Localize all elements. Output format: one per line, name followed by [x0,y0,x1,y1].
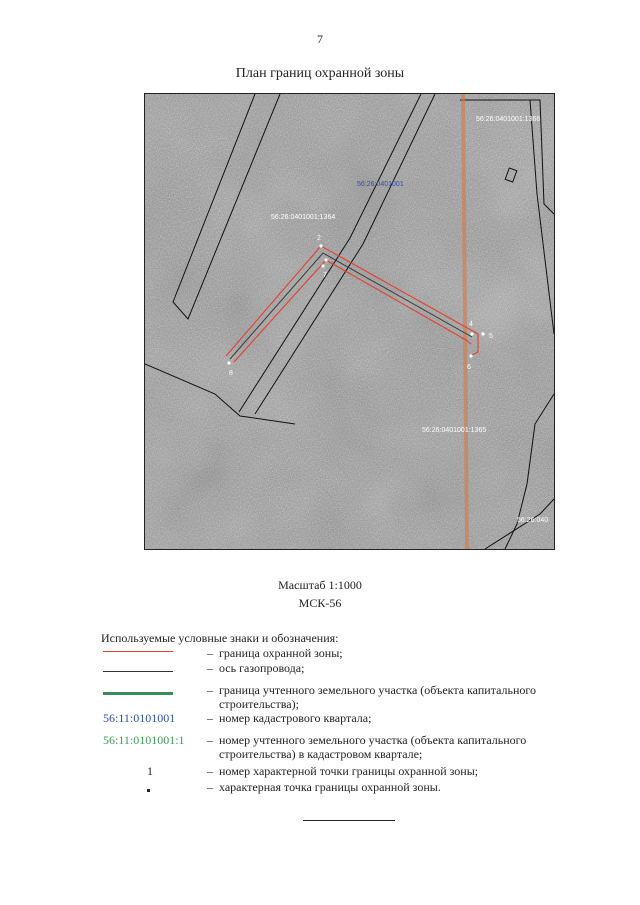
cadastral-map [144,93,555,550]
map-canvas [145,94,554,549]
bottom-divider [303,820,395,821]
aerial-tone [145,94,554,549]
pipeline-axis-line-icon [103,671,173,672]
point-8 [227,361,230,364]
point-6 [469,354,472,357]
legend-text: номер характерной точки границы охранной зоны; [219,764,479,778]
legend-item-quarter-number [101,711,581,725]
point-number-sample: 1 [147,764,153,778]
legend-dash: – [207,661,213,675]
parcel-number-1365: 56:26:0401001:1365 [422,427,487,434]
legend-text: граница учтенного земельного участка (объекта капитального строительства); [219,683,537,711]
legend-dash: – [207,646,213,660]
legend-text: граница охранной зоны; [219,646,343,660]
legend-heading: Используемые условные знаки и обозначения: [101,631,339,645]
point-4 [470,332,473,335]
point-3 [324,258,327,261]
legend-dash: – [207,764,213,778]
legend-text: ось газопровода; [219,661,305,675]
legend-dash: – [207,733,213,747]
parcel-number-1364: 56:26:0401001:1364 [271,214,336,221]
legend-text: характерная точка границы охранной зоны. [219,780,441,794]
legend-item-parcel-boundary [101,683,581,711]
point-label-8: 8 [229,370,233,377]
point-2 [319,244,322,247]
legend-item-point-marker [101,780,581,794]
scale-ratio: Масштаб 1:1000 [278,578,362,592]
point-marker-icon [147,789,150,792]
parcel-number-sample: 56:11:0101001:1 [103,733,185,747]
legend-text: номер кадастрового квартала; [219,711,372,725]
point-label-6: 6 [467,364,471,371]
point-label-2: 2 [317,235,321,242]
quarter-number-label: 56:26:0401001 [357,181,404,188]
legend-dash: – [207,683,213,697]
page-number: 7 [317,32,323,46]
legend-item-point-number [101,764,581,778]
legend-dash: – [207,780,213,794]
parcel-number-bottom-right: 56:26:040 [517,517,549,524]
legend-item-pipeline-axis [101,661,581,675]
legend-dash: – [207,711,213,725]
coordinate-system: МСК-56 [298,596,342,610]
point-7 [321,264,324,267]
plan-title: План границ охранной зоны [235,66,405,81]
legend-item-parcel-number [101,733,581,761]
point-5 [481,332,484,335]
legend-text: номер учтенного земельного участка (объекта капитального строительства) в кадастровом квартале; [219,733,527,761]
quarter-number-sample: 56:11:0101001 [103,711,176,725]
point-label-5: 5 [489,333,493,340]
parcel-number-top-right: 56:26:0401001:1366 [476,116,541,123]
legend-item-zone-boundary [101,646,581,660]
point-label-3: 7 [323,272,327,279]
point-label-4: 4 [469,321,473,328]
parcel-boundary-line-icon [103,692,173,695]
zone-boundary-line-icon [103,651,173,652]
